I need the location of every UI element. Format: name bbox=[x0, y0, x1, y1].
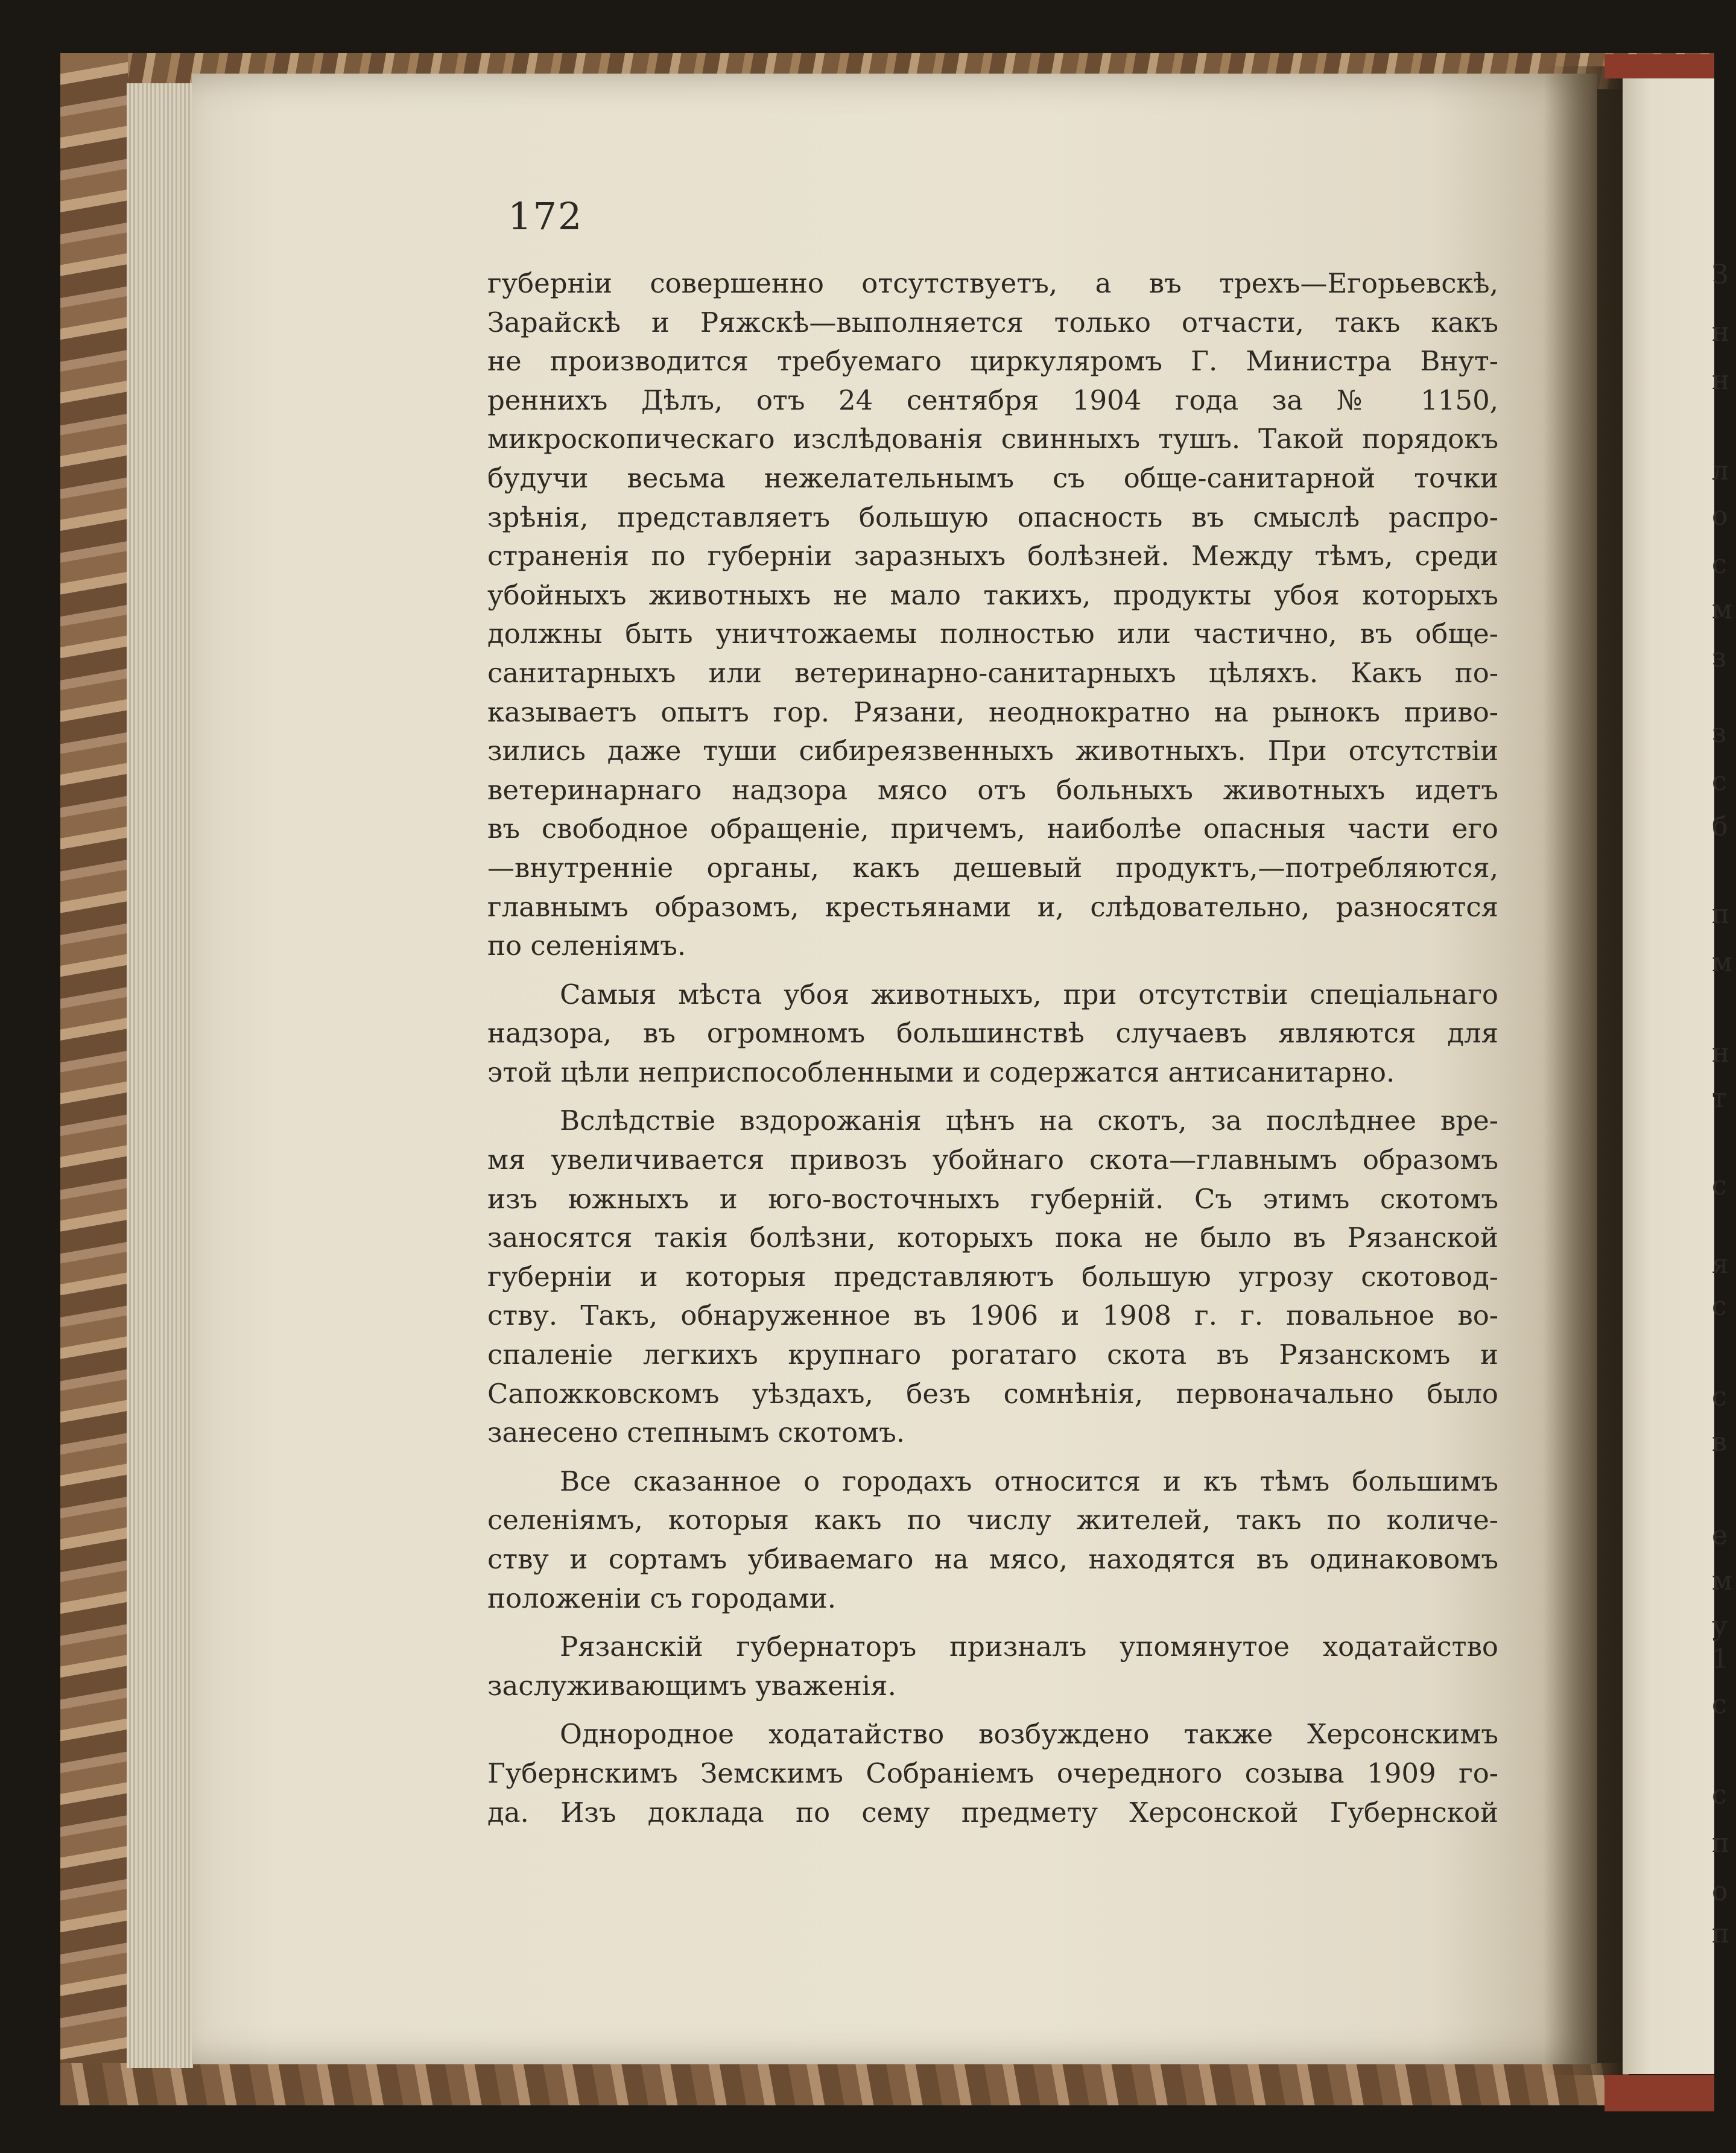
text-line: должны быть уничтожаемы полностью или частично, въ обще- bbox=[487, 618, 1498, 650]
facing-page-letter: о bbox=[1712, 1876, 1728, 1907]
text-line: мя увеличивается привозъ убойнаго скота—главнымъ образомъ bbox=[487, 1144, 1498, 1176]
facing-page-letter: с bbox=[1712, 549, 1727, 580]
text-line: убойныхъ животныхъ не мало такихъ, продукты убоя которыхъ bbox=[487, 579, 1498, 611]
text-line: Однородное ходатайство возбуждено также Херсонскимъ bbox=[560, 1718, 1498, 1751]
facing-page-letter: н bbox=[1712, 317, 1730, 347]
text-line: Рязанскій губернаторъ призналъ упомянутое ходатайство bbox=[560, 1631, 1498, 1663]
text-line: губерніи совершенно отсутствуетъ, а въ трехъ—Егорьевскѣ, bbox=[487, 267, 1498, 299]
text-line: надзора, въ огромномъ большинствѣ случаевъ являются для bbox=[487, 1017, 1498, 1050]
text-line: микроскопическаго изслѣдованія свинныхъ тушъ. Такой порядокъ bbox=[487, 423, 1498, 455]
text-line: главнымъ образомъ, крестьянами и, слѣдовательно, разносятся bbox=[487, 890, 1498, 923]
facing-page-letter: л bbox=[1712, 455, 1729, 486]
text-line: Зарайскѣ и Ряжскѣ—выполняется только отчасти, такъ какъ bbox=[487, 306, 1498, 338]
facing-page-letter: н bbox=[1712, 1038, 1730, 1068]
text-line: этой цѣли неприспособленными и содержатся антисанитарно. bbox=[487, 1056, 1395, 1088]
facing-page-letter: 1 bbox=[1712, 1644, 1729, 1675]
text-line: губерніи и которыя представляютъ большую угрозу скотовод- bbox=[487, 1260, 1498, 1293]
book-cover-left-edge bbox=[60, 53, 128, 2098]
text-line: Сапожковскомъ уѣздахъ, безъ сомнѣнія, первоначально было bbox=[487, 1377, 1498, 1410]
text-line: по селеніямъ. bbox=[487, 930, 686, 962]
text-line: спаленіе легкихъ крупнаго рогатаго скота въ Рязанскомъ и bbox=[487, 1339, 1498, 1371]
binding-spine-bottom bbox=[1605, 2075, 1714, 2111]
facing-page-letter: п bbox=[1712, 899, 1730, 930]
facing-page-letter: н bbox=[1712, 365, 1730, 396]
facing-page-letter: м bbox=[1712, 594, 1733, 625]
text-line: зрѣнія, представляетъ большую опасность въ смыслѣ распро- bbox=[487, 501, 1498, 533]
text-line: заносятся такія болѣзни, которыхъ пока не было въ Рязанской bbox=[487, 1222, 1498, 1254]
text-line: селеніямъ, которыя какъ по числу жителей, такъ по количе- bbox=[487, 1504, 1498, 1536]
binding-spine-top bbox=[1605, 54, 1714, 78]
text-line: да. Изъ доклада по сему предмету Херсонской Губернской bbox=[487, 1796, 1498, 1828]
book-cover-bottom-edge bbox=[60, 2063, 1629, 2105]
text-line: ству и сортамъ убиваемаго на мясо, находятся въ одинаковомъ bbox=[487, 1543, 1498, 1575]
text-line: реннихъ Дѣлъ, отъ 24 сентября 1904 года за № 1150, bbox=[487, 384, 1498, 416]
text-line: не производится требуемаго циркуляромъ Г. Министра Внут- bbox=[487, 345, 1498, 378]
text-line: страненія по губерніи заразныхъ болѣзней. Между тѣмъ, среди bbox=[487, 540, 1498, 572]
facing-page-letter: с bbox=[1712, 1780, 1727, 1810]
text-line: ству. Такъ, обнаруженное въ 1906 и 1908 г. г. повальное во- bbox=[487, 1299, 1498, 1332]
text-line: Все сказанное о городахъ относится и къ тѣмъ большимъ bbox=[560, 1465, 1498, 1497]
text-line: ветеринарнаго надзора мясо отъ больныхъ животныхъ идетъ bbox=[487, 773, 1498, 806]
facing-page-letter: в bbox=[1712, 1427, 1727, 1457]
text-line: Вслѣдствіе вздорожанія цѣнъ на скотъ, за послѣднее вре- bbox=[560, 1105, 1498, 1137]
facing-page-letter: м bbox=[1712, 947, 1733, 978]
facing-page-letter: у bbox=[1712, 1611, 1728, 1641]
text-line: заслуживающимъ уваженія. bbox=[487, 1669, 896, 1702]
page-number: 172 bbox=[508, 194, 583, 238]
facing-page-letter: с bbox=[1712, 1689, 1727, 1720]
text-line: Самыя мѣста убоя животныхъ, при отсутствіи спеціальнаго bbox=[560, 978, 1498, 1010]
facing-page-letter: е bbox=[1712, 1520, 1728, 1551]
facing-page-letter: з bbox=[1712, 642, 1726, 673]
facing-page-letter: м bbox=[1712, 1565, 1733, 1596]
text-line: въ свободное обращеніе, причемъ, наиболѣе опасныя части его bbox=[487, 813, 1498, 845]
facing-page-letter: З bbox=[1712, 259, 1729, 290]
facing-page-letter: п bbox=[1712, 1828, 1730, 1859]
page-body-text bbox=[487, 264, 1498, 1832]
facing-page-letter: т bbox=[1712, 1083, 1727, 1114]
facing-page-letter: я bbox=[1712, 1249, 1729, 1279]
facing-page-letter: с bbox=[1712, 1381, 1727, 1412]
facing-page-letter: с bbox=[1712, 1170, 1727, 1201]
facing-page-letter: б bbox=[1712, 811, 1728, 842]
stacked-page-edges bbox=[127, 83, 193, 2068]
text-line: зились даже туши сибиреязвенныхъ животныхъ. При отсутствіи bbox=[487, 735, 1498, 767]
text-line: занесено степнымъ скотомъ. bbox=[487, 1416, 905, 1449]
text-line: будучи весьма нежелательнымъ съ обще-санитарной точки bbox=[487, 461, 1498, 494]
text-line: —внутренніе органы, какъ дешевый продуктъ,—потребляются, bbox=[487, 851, 1498, 884]
facing-page-letter: п bbox=[1712, 1918, 1730, 1949]
text-line: изъ южныхъ и юго-восточныхъ губерній. Съ этимъ скотомъ bbox=[487, 1182, 1498, 1215]
facing-page bbox=[1623, 71, 1714, 2074]
facing-page-letter: о bbox=[1712, 501, 1728, 531]
book-gutter-shadow bbox=[1544, 66, 1623, 2075]
text-line: санитарныхъ или ветеринарно-санитарныхъ цѣляхъ. Какъ по- bbox=[487, 656, 1498, 689]
facing-page-letter: с bbox=[1712, 1291, 1727, 1322]
text-line: казываетъ опытъ гор. Рязани, неоднократно на рынокъ приво- bbox=[487, 696, 1498, 728]
facing-page-letter: с bbox=[1712, 766, 1727, 797]
text-line: Губернскимъ Земскимъ Собраніемъ очередного созыва 1909 го- bbox=[487, 1757, 1498, 1789]
facing-page-letter: з bbox=[1712, 718, 1726, 749]
text-line: положеніи съ городами. bbox=[487, 1582, 837, 1614]
